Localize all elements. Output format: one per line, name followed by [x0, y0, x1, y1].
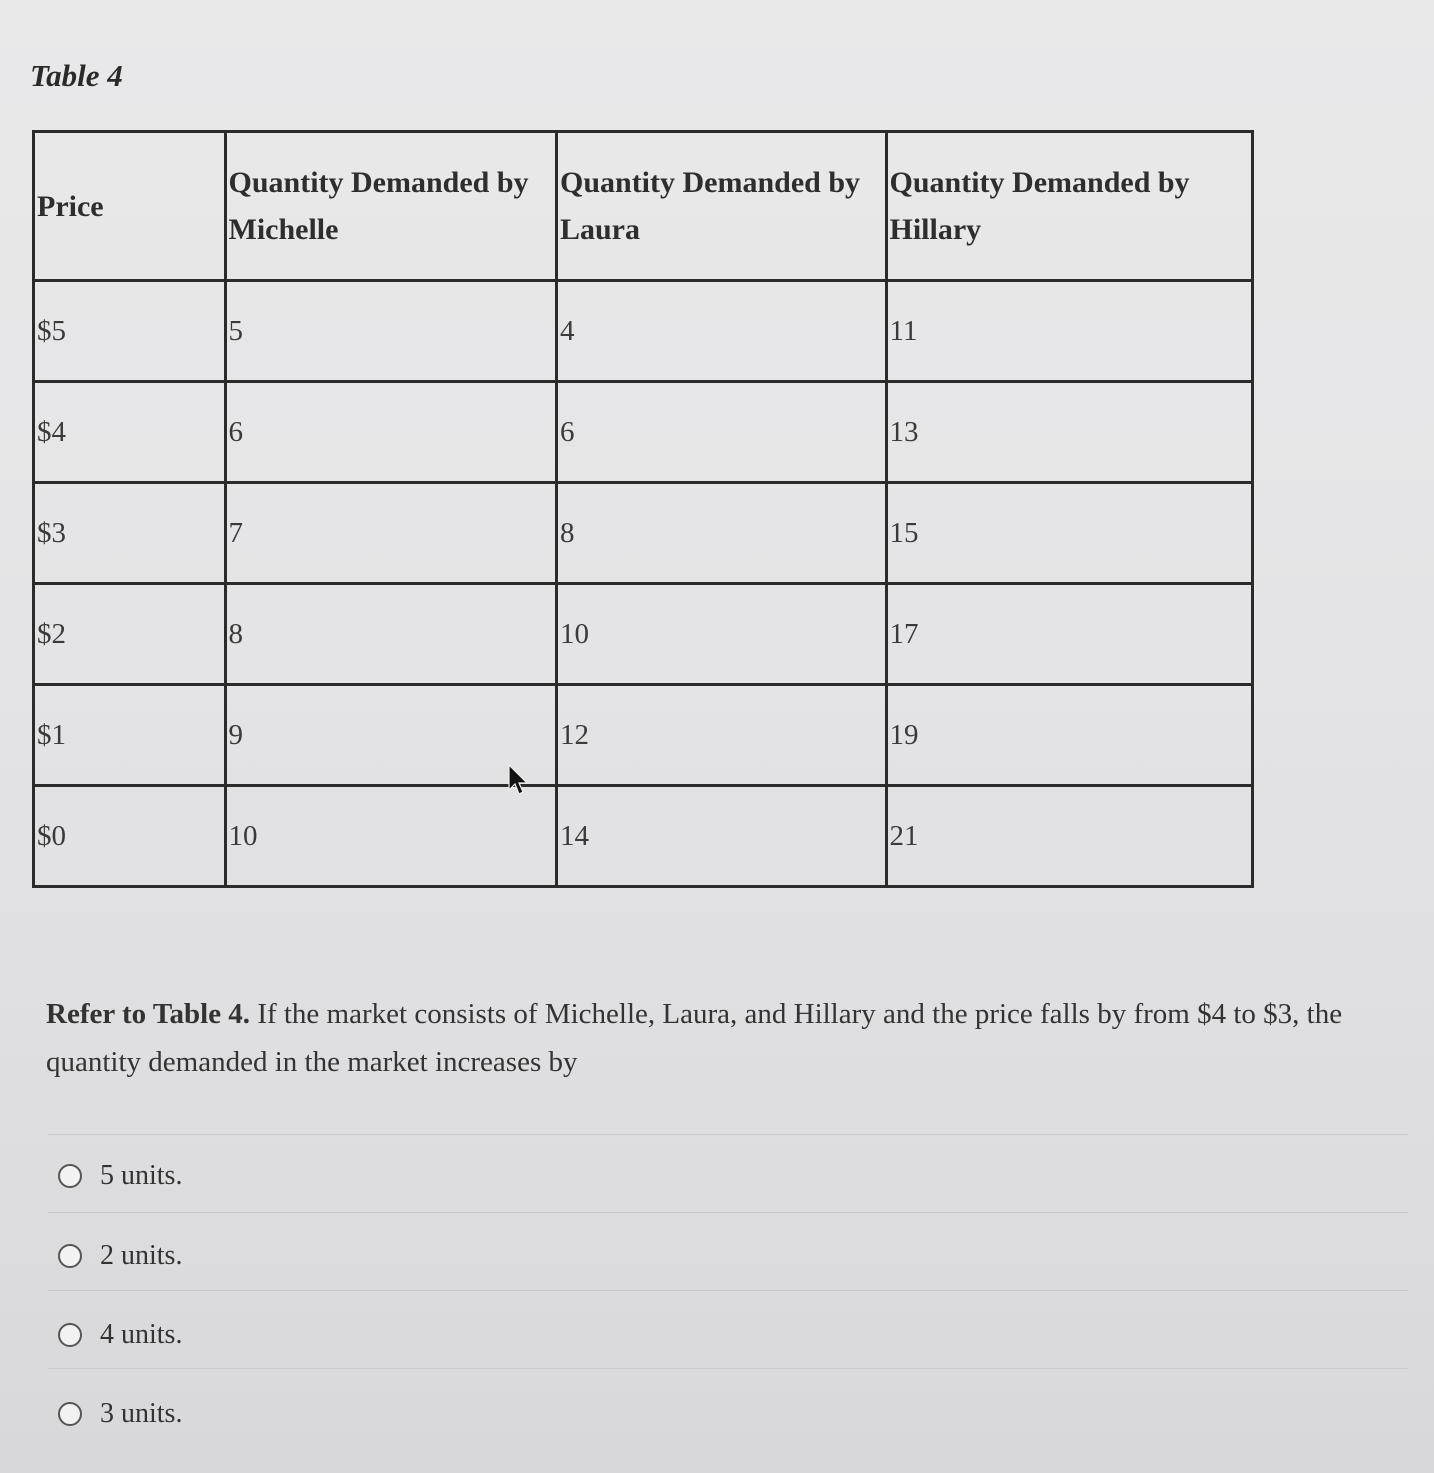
radio-button[interactable]	[58, 1244, 82, 1268]
radio-button[interactable]	[58, 1402, 82, 1426]
cell-price: $2	[34, 584, 226, 685]
demand-table	[32, 130, 1254, 888]
header-laura: Quantity Demanded by Laura	[556, 132, 886, 281]
cell-laura: 14	[556, 786, 886, 887]
cell-price: $4	[34, 382, 226, 483]
cell-price: $1	[34, 685, 226, 786]
mouse-pointer-icon	[508, 764, 528, 796]
question-reference: Refer to Table 4.	[46, 998, 251, 1030]
question-text	[46, 990, 1416, 1086]
cell-michelle: 9	[225, 685, 556, 786]
cell-price: $3	[34, 483, 226, 584]
cell-hillary: 17	[886, 584, 1252, 685]
cell-hillary: 11	[886, 281, 1252, 382]
table-row	[34, 483, 1253, 584]
answer-option[interactable]	[58, 1236, 182, 1276]
question-body: If the market consists of Michelle, Laura, and Hillary and the price falls by from $4 to $3, the quantity demanded in the market increases by	[46, 998, 1343, 1078]
table-header-row	[34, 132, 1253, 281]
header-hillary: Quantity Demanded by Hillary	[886, 132, 1252, 281]
table-row	[34, 584, 1253, 685]
cell-laura: 10	[556, 584, 886, 685]
header-michelle: Quantity Demanded by Michelle	[225, 132, 556, 281]
cell-laura: 12	[556, 685, 886, 786]
cell-hillary: 13	[886, 382, 1252, 483]
table-title: Table 4	[30, 58, 123, 93]
table-row	[34, 685, 1253, 786]
answer-option[interactable]	[58, 1156, 182, 1196]
divider	[48, 1368, 1408, 1369]
cell-laura: 8	[556, 483, 886, 584]
divider	[48, 1290, 1408, 1291]
cell-michelle: 8	[225, 584, 556, 685]
option-label: 3 units.	[100, 1398, 183, 1429]
table-row	[34, 382, 1253, 483]
cell-michelle: 5	[225, 281, 556, 382]
table-row	[34, 786, 1253, 887]
divider	[48, 1212, 1408, 1213]
cell-price: $0	[34, 786, 226, 887]
cell-laura: 4	[556, 281, 886, 382]
divider	[48, 1134, 1408, 1135]
cell-hillary: 19	[886, 685, 1252, 786]
option-label: 4 units.	[100, 1319, 183, 1350]
cell-michelle: 7	[225, 483, 556, 584]
cell-laura: 6	[556, 382, 886, 483]
cell-michelle: 6	[225, 382, 556, 483]
answer-option[interactable]	[58, 1315, 182, 1355]
header-price: Price	[34, 132, 226, 281]
cell-hillary: 15	[886, 483, 1252, 584]
answer-option[interactable]	[58, 1394, 182, 1434]
option-label: 5 units.	[100, 1160, 183, 1191]
radio-button[interactable]	[58, 1164, 82, 1188]
table-row	[34, 281, 1253, 382]
cell-michelle: 10	[225, 786, 556, 887]
radio-button[interactable]	[58, 1323, 82, 1347]
cell-price: $5	[34, 281, 226, 382]
cell-hillary: 21	[886, 786, 1252, 887]
option-label: 2 units.	[100, 1240, 183, 1271]
